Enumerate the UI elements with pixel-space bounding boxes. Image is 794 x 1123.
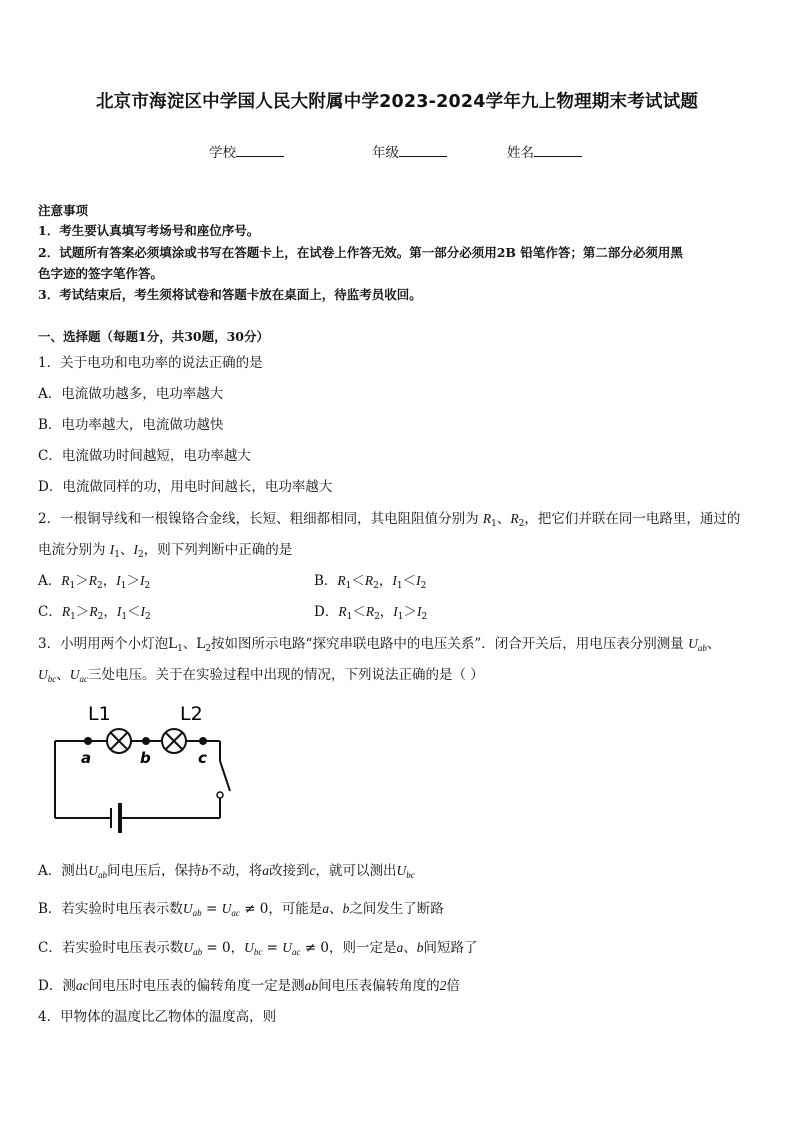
name-label: 姓名 — [507, 145, 534, 161]
grade-blank[interactable] — [399, 142, 447, 157]
school-field[interactable] — [209, 141, 284, 161]
q2-option-b: B．$R_1<R_2$，$I_1<I_2$ — [314, 573, 427, 591]
q2-option-d: D．$R_1<R_2$，$I_1>I_2$ — [314, 604, 428, 622]
notes-item: 1．考生要认真填写考场号和座位序号。 — [38, 223, 260, 238]
q2-stem-line2: 电流分别为 $I_1$、$I_2$，则下列判断中正确的是 — [38, 542, 293, 560]
q2-stem-line1: 2．一根铜导线和一根镍铬合金线，长短、粗细都相同，其电阻阻值分别为 $R_1$、$R_2$，把它们并联在同一电路里，通过的 — [38, 511, 741, 529]
node-b: b — [140, 749, 151, 767]
grade-field[interactable] — [372, 141, 447, 161]
label-l2: L2 — [180, 703, 203, 725]
label-l1: L1 — [88, 703, 111, 725]
q3-option-d: D．测ac间电压时电压表的偏转角度一定是测ab间电压表偏转角度的2倍 — [38, 978, 460, 994]
q1-option-b: B．电功率越大，电流做功越快 — [38, 417, 224, 433]
q1-option-c: C．电流做功时间越短，电功率越大 — [38, 448, 251, 464]
circuit-diagram — [40, 698, 240, 848]
notes-item: 2．试题所有答案必须填涂或书写在答题卡上，在试卷上作答无效。第一部分必须用2B 铅笔作答；第二部分必须用黑 — [38, 245, 683, 260]
name-blank[interactable] — [534, 142, 582, 157]
q3-option-b: B．若实验时电压表示数$U_{ab} = U_{ac} \ne 0$，可能是a、b之间发生了断路 — [38, 901, 444, 918]
school-blank[interactable] — [236, 142, 284, 157]
q2-option-c: C．$R_1>R_2$，$I_1<I_2$ — [38, 604, 151, 622]
node-a: a — [81, 749, 92, 767]
q2-option-a: A．$R_1>R_2$，$I_1>I_2$ — [38, 573, 151, 591]
notes-item: 色字迹的签字笔作答。 — [38, 266, 164, 281]
grade-label: 年级 — [372, 145, 399, 161]
exam-title: 北京市海淀区中学国人民大附属中学2023-2024学年九上物理期末考试试题 — [95, 92, 699, 112]
name-field[interactable] — [507, 141, 582, 161]
q1-option-d: D．电流做同样的功，用电时间越长，电功率越大 — [38, 479, 333, 495]
school-label: 学校 — [209, 145, 236, 161]
q3-stem-line1: 3．小明用两个小灯泡$L_1$、$L_2$按如图所示电路“探究串联电路中的电压关系”．闭合开关后，用电压表分别测量 $U_{ab}$、 — [38, 636, 721, 654]
q3-stem-line2: $U_{bc}$、$U_{ac}$三处电压。关于在实验过程中出现的情况，下列说法正确的是（ ） — [38, 667, 484, 684]
q4-stem: 4．甲物体的温度比乙物体的温度高，则 — [38, 1009, 277, 1025]
node-c: c — [198, 749, 207, 767]
q1-option-a: A．电流做功越多，电功率越大 — [38, 386, 224, 402]
section-heading: 一、选择题（每题1分，共30题，30分） — [38, 329, 269, 344]
q3-option-c: C．若实验时电压表示数$U_{ab} = 0$，$U_{bc} = U_{ac} \ne 0$，则一定是a、b间短路了 — [38, 940, 478, 957]
notes-heading: 注意事项 — [38, 203, 89, 218]
notes-item: 3．考试结束后，考生须将试卷和答题卡放在桌面上，待监考员收回。 — [38, 287, 422, 302]
q1-stem: 1．关于电功和电功率的说法正确的是 — [38, 355, 263, 371]
switch-icon — [220, 761, 230, 791]
q3-option-a: A．测出$U_{ab}$间电压后，保持b不动，将a改接到c，就可以测出$U_{bc}$ — [38, 863, 415, 880]
